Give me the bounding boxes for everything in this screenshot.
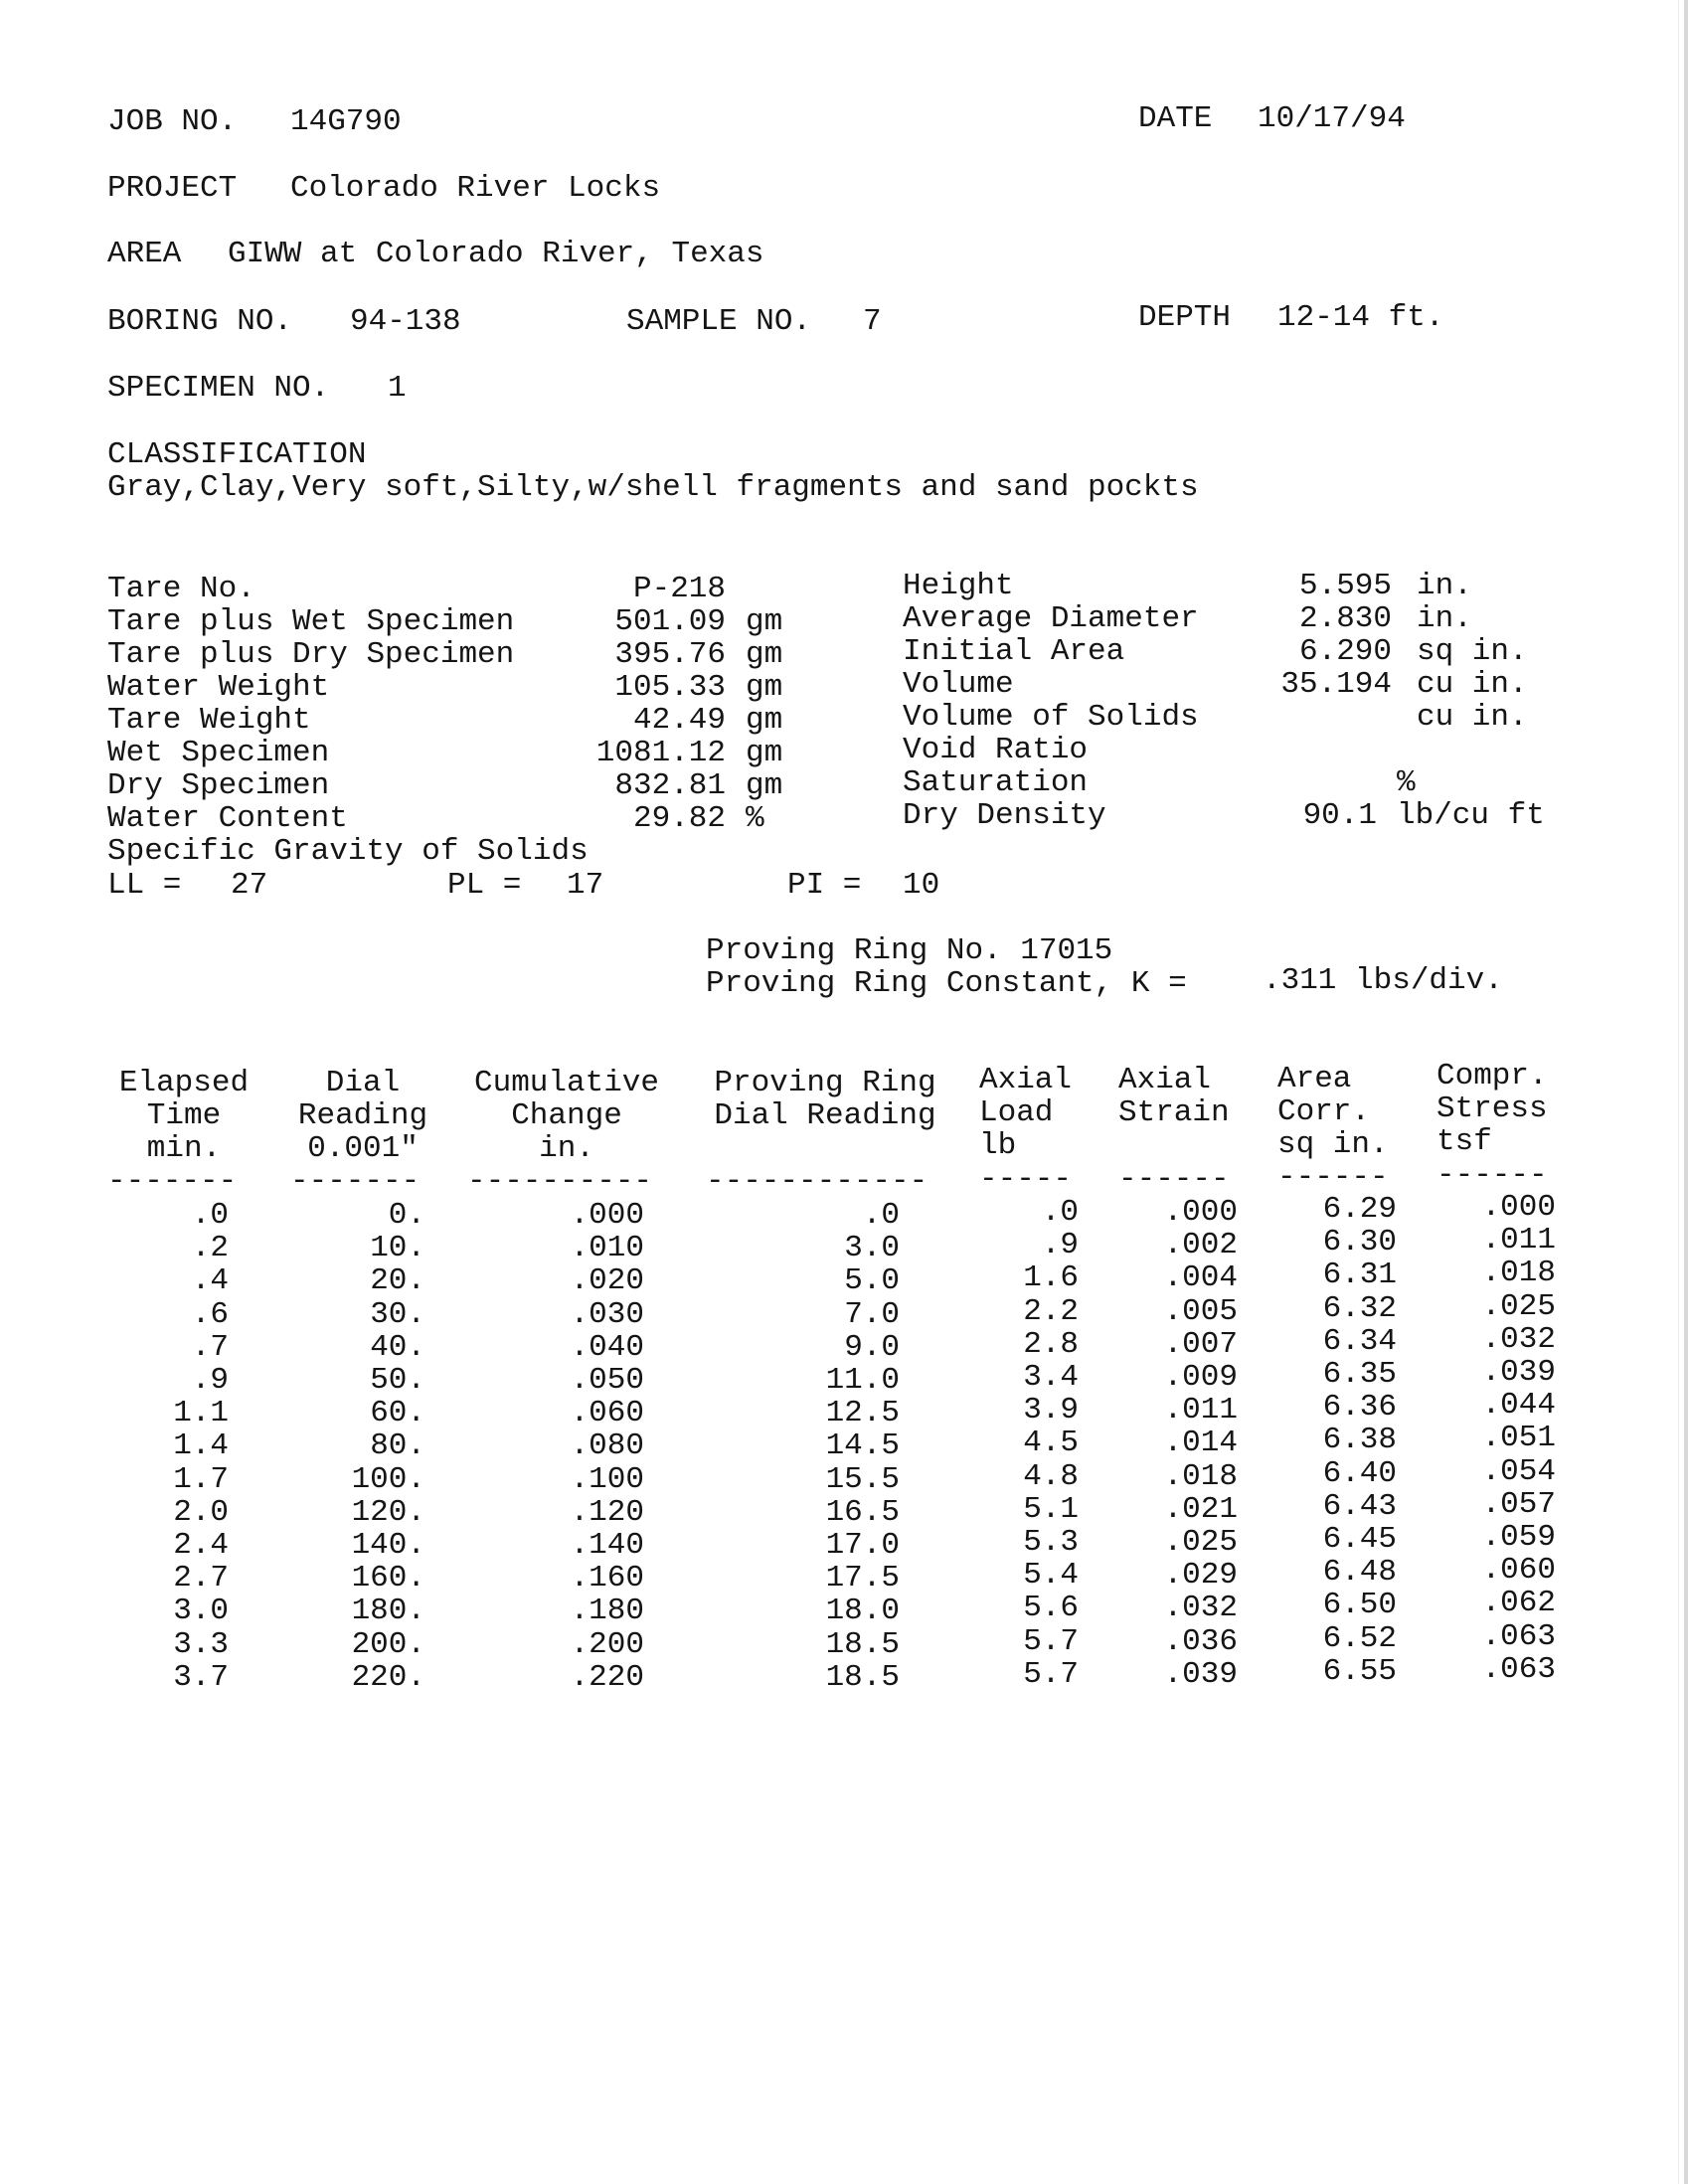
cell-axial-load: 1.6: [1023, 1260, 1079, 1295]
cell-elapsed-time: 2.4: [173, 1528, 229, 1563]
cell-compr-stress: .063: [1481, 1652, 1556, 1687]
prop-unit: gm: [746, 637, 783, 672]
prop-unit: gm: [746, 768, 783, 803]
prop-unit: cu in.: [1417, 667, 1528, 702]
pi-label: PI =: [787, 868, 862, 903]
cell-axial-load: 3.9: [1023, 1393, 1079, 1428]
cell-proving-ring-reading: .0: [862, 1198, 900, 1233]
cell-cumulative-change: .050: [570, 1363, 644, 1398]
cell-area-corr: 6.40: [1322, 1456, 1397, 1491]
cell-dial-reading: 10.: [370, 1231, 425, 1265]
prop-value: 42.49: [632, 703, 726, 738]
cell-elapsed-time: 1.7: [173, 1462, 229, 1497]
cell-cumulative-change: .000: [570, 1198, 644, 1233]
pi-value: 10: [903, 868, 940, 903]
prop-unit: gm: [746, 604, 783, 639]
proving-ring-constant-label: Proving Ring Constant, K =: [706, 966, 1187, 1001]
prop-value: 501.09: [614, 604, 726, 639]
cell-proving-ring-reading: 3.0: [844, 1231, 900, 1265]
cell-compr-stress: .044: [1481, 1388, 1556, 1423]
prop-label: Saturation: [903, 765, 1089, 800]
prop-value: 395.76: [614, 637, 726, 672]
cell-cumulative-change: .140: [570, 1528, 644, 1563]
cell-axial-load: .0: [1041, 1195, 1079, 1230]
col-header-change: in.: [539, 1131, 594, 1166]
header-rule: ------------: [706, 1164, 928, 1199]
header-rule: -------: [290, 1164, 421, 1199]
prop-label: Void Ratio: [903, 733, 1089, 767]
cell-elapsed-time: 3.3: [173, 1627, 229, 1662]
cell-area-corr: 6.35: [1322, 1357, 1397, 1392]
scan-edge: [1684, 0, 1688, 2184]
prop-label: Initial Area: [903, 634, 1125, 669]
cell-axial-strain: .025: [1163, 1525, 1238, 1560]
cell-compr-stress: .063: [1481, 1619, 1556, 1654]
cell-proving-ring-reading: 7.0: [844, 1297, 900, 1332]
cell-area-corr: 6.45: [1322, 1522, 1397, 1557]
cell-axial-strain: .004: [1163, 1260, 1238, 1295]
cell-axial-load: 3.4: [1023, 1360, 1079, 1395]
prop-value: 5.595: [1298, 569, 1392, 603]
cell-dial-reading: 160.: [351, 1561, 425, 1596]
cell-dial-reading: 100.: [351, 1462, 425, 1497]
prop-unit: cu in.: [1417, 700, 1528, 735]
col-header-axial-load: lb: [979, 1128, 1017, 1163]
cell-proving-ring-reading: 5.0: [844, 1263, 900, 1298]
cell-axial-load: 5.7: [1023, 1657, 1079, 1692]
prop-label: Volume: [903, 667, 1014, 702]
cell-compr-stress: .032: [1481, 1322, 1556, 1357]
job-label: JOB NO.: [107, 104, 238, 139]
cell-area-corr: 6.31: [1322, 1258, 1397, 1292]
cell-area-corr: 6.30: [1322, 1225, 1397, 1260]
project-value: Colorado River Locks: [290, 171, 661, 206]
cell-proving-ring-reading: 18.5: [825, 1660, 900, 1695]
cell-axial-load: 2.2: [1023, 1294, 1079, 1329]
cell-elapsed-time: .2: [191, 1231, 229, 1265]
prop-label: Water Weight: [107, 670, 330, 705]
cell-elapsed-time: .4: [191, 1263, 229, 1298]
cell-compr-stress: .054: [1481, 1454, 1556, 1489]
cell-axial-strain: .011: [1163, 1393, 1238, 1428]
cell-area-corr: 6.38: [1322, 1423, 1397, 1457]
prop-unit: gm: [746, 703, 783, 738]
prop-label: Average Diameter: [903, 601, 1199, 636]
date-label: DATE: [1138, 101, 1213, 136]
cell-compr-stress: .039: [1481, 1355, 1556, 1390]
cell-dial-reading: 20.: [370, 1263, 425, 1298]
cell-axial-load: 5.6: [1023, 1591, 1079, 1625]
prop-unit: in.: [1417, 601, 1472, 636]
cell-area-corr: 6.36: [1322, 1390, 1397, 1425]
col-header-dial: Reading: [297, 1098, 428, 1133]
cell-proving-ring-reading: 16.5: [825, 1495, 900, 1530]
prop-value: 832.81: [614, 768, 726, 803]
cell-area-corr: 6.32: [1322, 1291, 1397, 1326]
pl-label: PL =: [447, 868, 522, 903]
prop-value: P-218: [632, 572, 726, 606]
specimen-label: SPECIMEN NO.: [107, 371, 330, 406]
proving-ring-number: Proving Ring No. 17015: [706, 933, 1113, 968]
cell-axial-load: .9: [1041, 1228, 1079, 1262]
cell-proving-ring-reading: 17.5: [825, 1561, 900, 1596]
cell-axial-strain: .039: [1163, 1657, 1238, 1692]
cell-cumulative-change: .060: [570, 1396, 644, 1430]
cell-cumulative-change: .160: [570, 1561, 644, 1596]
cell-compr-stress: .025: [1481, 1289, 1556, 1324]
cell-cumulative-change: .180: [570, 1594, 644, 1628]
classification-label: CLASSIFICATION: [107, 437, 367, 472]
cell-proving-ring-reading: 14.5: [825, 1428, 900, 1463]
col-header-stress: Compr.: [1436, 1059, 1548, 1093]
cell-axial-strain: .032: [1163, 1591, 1238, 1625]
cell-elapsed-time: 2.0: [173, 1495, 229, 1530]
cell-dial-reading: 50.: [370, 1363, 425, 1398]
cell-axial-load: 5.4: [1023, 1558, 1079, 1593]
cell-cumulative-change: .010: [570, 1231, 644, 1265]
area-value: GIWW at Colorado River, Texas: [228, 237, 764, 271]
proving-ring-constant-value: .311 lbs/div.: [1263, 963, 1503, 998]
specimen-value: 1: [388, 371, 407, 406]
prop-label: Dry Density: [903, 798, 1106, 833]
boring-label: BORING NO.: [107, 304, 293, 339]
col-header-elapsed: Elapsed: [118, 1066, 250, 1100]
cell-proving-ring-reading: 9.0: [844, 1330, 900, 1365]
prop-label: Volume of Solids: [903, 700, 1199, 735]
col-header-dial: Dial: [325, 1066, 401, 1100]
cell-area-corr: 6.48: [1322, 1555, 1397, 1590]
prop-value: 6.290: [1298, 634, 1392, 669]
cell-elapsed-time: .7: [191, 1330, 229, 1365]
depth-value: 12-14 ft.: [1277, 300, 1444, 335]
cell-elapsed-time: 1.4: [173, 1428, 229, 1463]
col-header-area: sq in.: [1277, 1127, 1389, 1162]
prop-label: Wet Specimen: [107, 736, 330, 770]
cell-elapsed-time: 1.1: [173, 1396, 229, 1430]
col-header-proving-ring: Dial Reading: [714, 1098, 936, 1133]
cell-cumulative-change: .020: [570, 1263, 644, 1298]
col-header-axial-load: Axial: [979, 1063, 1073, 1097]
prop-label: Specific Gravity of Solids: [107, 834, 589, 869]
cell-cumulative-change: .120: [570, 1495, 644, 1530]
col-header-dial: 0.001": [307, 1131, 419, 1166]
pl-value: 17: [567, 868, 604, 903]
cell-dial-reading: 140.: [351, 1528, 425, 1563]
cell-cumulative-change: .220: [570, 1660, 644, 1695]
cell-axial-strain: .018: [1163, 1459, 1238, 1494]
cell-axial-strain: .009: [1163, 1360, 1238, 1395]
col-header-area: Area: [1277, 1062, 1352, 1096]
cell-axial-strain: .029: [1163, 1558, 1238, 1593]
prop-value: 2.830: [1298, 601, 1392, 636]
cell-axial-strain: .007: [1163, 1327, 1238, 1362]
cell-axial-strain: .000: [1163, 1195, 1238, 1230]
ll-label: LL =: [107, 868, 182, 903]
ll-value: 27: [231, 868, 268, 903]
cell-proving-ring-reading: 18.0: [825, 1594, 900, 1628]
cell-proving-ring-reading: 12.5: [825, 1396, 900, 1430]
cell-elapsed-time: 2.7: [173, 1561, 229, 1596]
cell-compr-stress: .062: [1481, 1586, 1556, 1620]
classification-value: Gray,Clay,Very soft,Silty,w/shell fragments and sand pockts: [107, 470, 1199, 505]
cell-cumulative-change: .100: [570, 1462, 644, 1497]
cell-dial-reading: 30.: [370, 1297, 425, 1332]
prop-label: Tare plus Wet Specimen: [107, 604, 515, 639]
prop-label: Water Content: [107, 801, 348, 836]
cell-cumulative-change: .030: [570, 1297, 644, 1332]
header-rule: ----------: [467, 1164, 653, 1199]
cell-compr-stress: .059: [1481, 1520, 1556, 1555]
col-header-stress: Stress: [1436, 1092, 1548, 1126]
cell-axial-load: 5.1: [1023, 1492, 1079, 1527]
prop-unit: gm: [746, 736, 783, 770]
cell-axial-load: 4.8: [1023, 1459, 1079, 1494]
col-header-proving-ring: Proving Ring: [714, 1066, 936, 1100]
cell-axial-load: 5.7: [1023, 1624, 1079, 1659]
cell-dial-reading: 180.: [351, 1594, 425, 1628]
cell-elapsed-time: .6: [191, 1297, 229, 1332]
cell-axial-load: 2.8: [1023, 1327, 1079, 1362]
col-header-area: Corr.: [1277, 1094, 1371, 1129]
prop-label: Tare Weight: [107, 703, 311, 738]
cell-axial-strain: .005: [1163, 1294, 1238, 1329]
cell-area-corr: 6.29: [1322, 1192, 1397, 1227]
cell-elapsed-time: 3.0: [173, 1594, 229, 1628]
col-header-change: Cumulative: [473, 1066, 660, 1100]
col-header-stress: tsf: [1436, 1124, 1492, 1159]
prop-label: Tare No.: [107, 572, 255, 606]
sample-value: 7: [863, 304, 882, 339]
cell-dial-reading: 200.: [351, 1627, 425, 1662]
col-header-elapsed: min.: [146, 1131, 222, 1166]
prop-unit: lb/cu ft: [1397, 798, 1545, 833]
prop-unit: %: [746, 801, 764, 836]
header-rule: ------: [1436, 1158, 1548, 1193]
col-header-axial-strain: Strain: [1118, 1095, 1230, 1130]
cell-dial-reading: 60.: [370, 1396, 425, 1430]
cell-area-corr: 6.43: [1322, 1489, 1397, 1524]
date-value: 10/17/94: [1258, 101, 1406, 136]
cell-proving-ring-reading: 17.0: [825, 1528, 900, 1563]
cell-dial-reading: 40.: [370, 1330, 425, 1365]
cell-elapsed-time: 3.7: [173, 1660, 229, 1695]
boring-value: 94-138: [350, 304, 461, 339]
cell-proving-ring-reading: 11.0: [825, 1363, 900, 1398]
cell-cumulative-change: .200: [570, 1627, 644, 1662]
prop-value: 105.33: [614, 670, 726, 705]
cell-elapsed-time: .0: [191, 1198, 229, 1233]
cell-compr-stress: .000: [1481, 1190, 1556, 1225]
cell-compr-stress: .060: [1481, 1553, 1556, 1588]
header-rule: -------: [107, 1164, 238, 1199]
header-rule: ------: [1118, 1162, 1230, 1197]
cell-proving-ring-reading: 18.5: [825, 1627, 900, 1662]
col-header-change: Change: [511, 1098, 622, 1133]
cell-dial-reading: 220.: [351, 1660, 425, 1695]
prop-unit: sq in.: [1417, 634, 1528, 669]
cell-compr-stress: .018: [1481, 1256, 1556, 1290]
header-rule: ------: [1277, 1160, 1389, 1195]
cell-area-corr: 6.34: [1322, 1324, 1397, 1359]
col-header-elapsed: Time: [146, 1098, 222, 1133]
col-header-axial-strain: Axial: [1118, 1063, 1212, 1097]
cell-axial-strain: .014: [1163, 1426, 1238, 1460]
depth-label: DEPTH: [1138, 300, 1232, 335]
prop-unit: in.: [1417, 569, 1472, 603]
cell-axial-strain: .021: [1163, 1492, 1238, 1527]
cell-axial-load: 4.5: [1023, 1426, 1079, 1460]
cell-dial-reading: 120.: [351, 1495, 425, 1530]
cell-compr-stress: .051: [1481, 1421, 1556, 1455]
cell-axial-strain: .002: [1163, 1228, 1238, 1262]
prop-label: Height: [903, 569, 1014, 603]
cell-axial-strain: .036: [1163, 1624, 1238, 1659]
cell-elapsed-time: .9: [191, 1363, 229, 1398]
prop-label: Dry Specimen: [107, 768, 330, 803]
prop-unit: gm: [746, 670, 783, 705]
cell-area-corr: 6.55: [1322, 1654, 1397, 1689]
cell-compr-stress: .057: [1481, 1487, 1556, 1522]
job-value: 14G790: [290, 104, 402, 139]
cell-dial-reading: 80.: [370, 1428, 425, 1463]
cell-cumulative-change: .040: [570, 1330, 644, 1365]
prop-label: Tare plus Dry Specimen: [107, 637, 515, 672]
prop-value: 1081.12: [595, 736, 726, 770]
sample-label: SAMPLE NO.: [626, 304, 812, 339]
scan-edge-line: [1678, 0, 1679, 2184]
col-header-axial-load: Load: [979, 1095, 1054, 1130]
cell-dial-reading: 0.: [388, 1198, 425, 1233]
cell-axial-load: 5.3: [1023, 1525, 1079, 1560]
cell-cumulative-change: .080: [570, 1428, 644, 1463]
prop-value: 90.1: [1302, 798, 1377, 833]
prop-value: 29.82: [632, 801, 726, 836]
cell-area-corr: 6.52: [1322, 1621, 1397, 1656]
cell-area-corr: 6.50: [1322, 1588, 1397, 1622]
header-rule: -----: [979, 1162, 1073, 1197]
prop-unit: %: [1397, 765, 1416, 800]
project-label: PROJECT: [107, 171, 238, 206]
area-label: AREA: [107, 237, 182, 271]
cell-compr-stress: .011: [1481, 1223, 1556, 1258]
prop-value: 35.194: [1280, 667, 1392, 702]
cell-proving-ring-reading: 15.5: [825, 1462, 900, 1497]
